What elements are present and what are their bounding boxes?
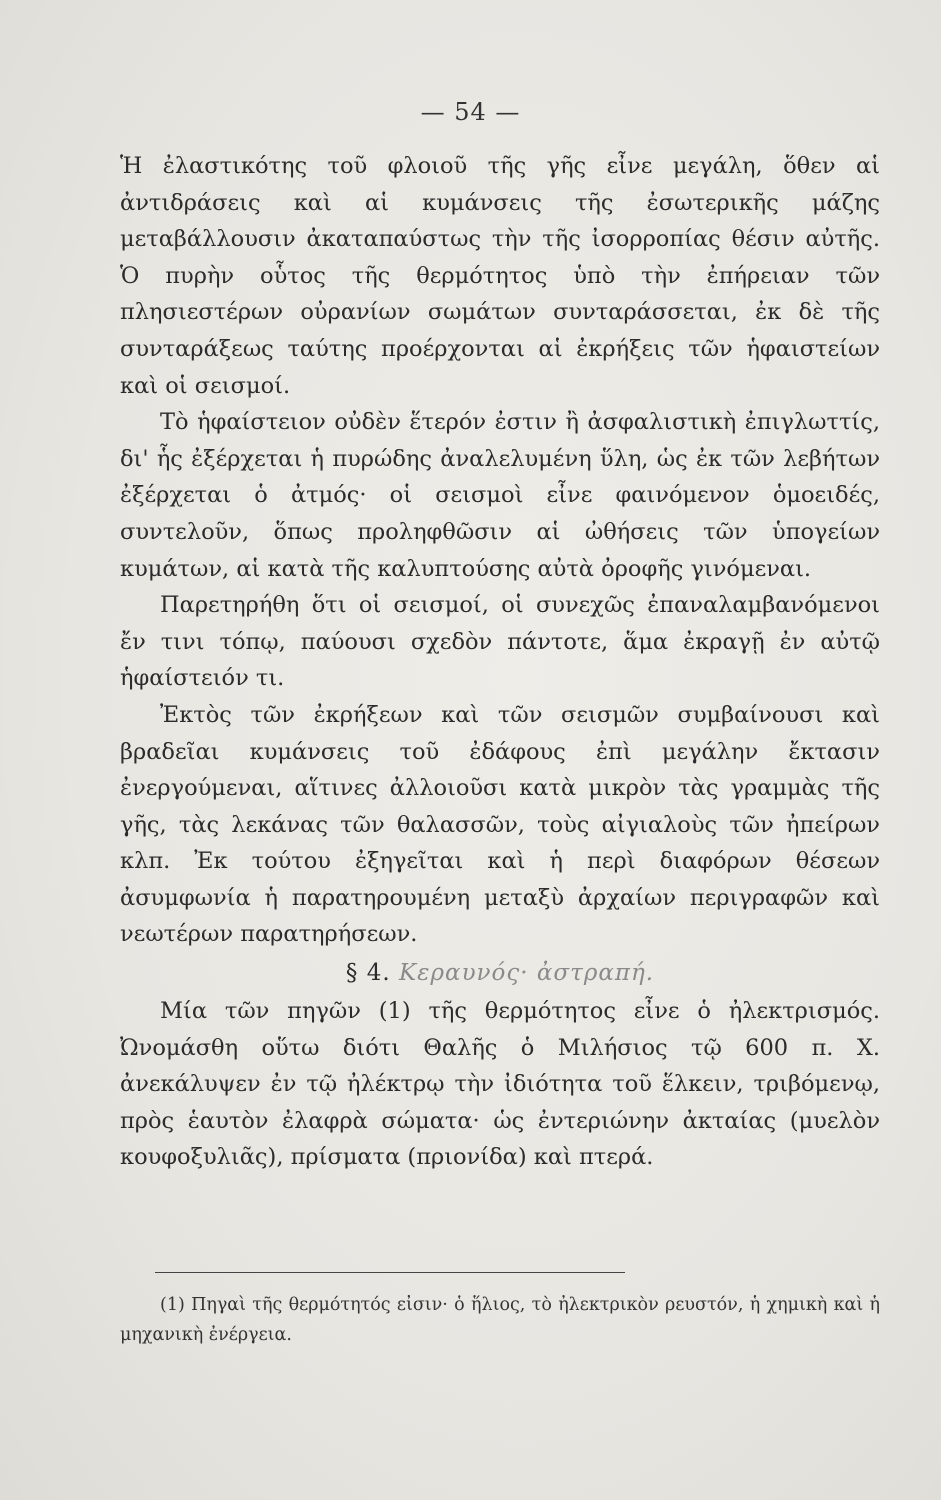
main-text [120,148,880,1176]
paragraph-2: Τὸ ἡφαίστειον οὐδὲν ἕτερόν ἐστιν ἢ ἀσφαλιστικὴ ἐπιγλωττίς, δι' ἧς ἐξέρχεται ἡ πυρώδης ἀναλελυμένη ὕλη, ὡς ἐκ τῶν λεβήτων ἐξέρχεται ὁ ἀτμός· οἱ σεισμοὶ εἶνε φαινόμενον ὁμοειδές, συντελοῦν, ὅπως προληφθῶσιν αἱ ὠθήσεις τῶν ὑπογείων κυμάτων, αἱ κατὰ τῆς καλυπτούσης αὐτὰ ὀροφῆς γινόμεναι. [120,409,880,582]
paragraph-3: Παρετηρήθη ὅτι οἱ σεισμοί, οἱ συνεχῶς ἐπαναλαμβανόμενοι ἔν τινι τόπῳ, παύουσι σχεδὸν πάντοτε, ἅμα ἐκραγῇ ἐν αὐτῷ ἡφαίστειόν τι. [120,592,880,692]
paragraph-4: Ἐκτὸς τῶν ἐκρήξεων καὶ τῶν σεισμῶν συμβαίνουσι καὶ βραδεῖαι κυμάνσεις τοῦ ἐδάφους ἐπὶ μεγάλην ἔκτασιν ἐνεργούμεναι, αἵτινες ἀλλοιοῦσι κατὰ μικρὸν τὰς γραμμὰς τῆς γῆς, τὰς λεκάνας τῶν θαλασσῶν, τοὺς αἰγιαλοὺς τῶν ἠπείρων κλπ. Ἐκ τούτου ἐξηγεῖται καὶ ἡ περὶ διαφόρων θέσεων ἀσυμφωνία ἡ παρατηρουμένη μεταξὺ ἀρχαίων περιγραφῶν καὶ νεωτέρων παρατηρήσεων. [120,701,880,948]
paragraph-5: Μία τῶν πηγῶν (1) τῆς θερμότητος εἶνε ὁ ἠλεκτρισμός. Ὠνομάσθη οὕτω διότι Θαλῆς ὁ Μιλήσιος τῷ 600 π. Χ. ἀνεκάλυψεν ἐν τῷ ἠλέκτρῳ τὴν ἰδιότητα τοῦ ἕλκειν, τριβόμενῳ, πρὸς ἑαυτὸν ἐλαφρὰ σώματα· ὡς ἐντεριώνην ἀκταίας (μυελὸν κουφοξυλιᾶς), πρίσματα (πριονίδα) καὶ πτερά. [120,998,880,1171]
section-number: § 4. [345,960,391,987]
paragraph-1: Ἡ ἐλαστικότης τοῦ φλοιοῦ τῆς γῆς εἶνε μεγάλη, ὅθεν αἱ ἀντιδράσεις καὶ αἱ κυμάνσεις τῆς ἐσωτερικῆς μάζης μεταβάλλουσιν ἀκαταπαύστως τὴν τῆς ἰσορροπίας θέσιν αὐτῆς. Ὁ πυρὴν οὗτος τῆς θερμότητος ὑπὸ τὴν ἐπήρειαν τῶν πλησιεστέρων οὐρανίων σωμάτων συνταράσσεται, ἐκ δὲ τῆς συνταράξεως ταύτης προέρχονται αἱ ἐκρήξεις τῶν ἡφαιστείων καὶ οἱ σεισμοί. [120,153,880,399]
footnote-divider [155,1272,625,1273]
footnote [120,1290,880,1350]
page-number: — 54 — [420,98,521,126]
footnote-text: (1) Πηγαὶ τῆς θερμότητός εἰσιν· ὁ ἥλιος, τὸ ἠλεκτρικὸν ρευστόν, ἡ χημικὴ καὶ ἡ μηχανικὴ ἐνέργεια. [120,1295,880,1345]
section-heading [120,953,880,993]
section-title: Κεραυνός· ἀστραπή. [398,960,655,987]
